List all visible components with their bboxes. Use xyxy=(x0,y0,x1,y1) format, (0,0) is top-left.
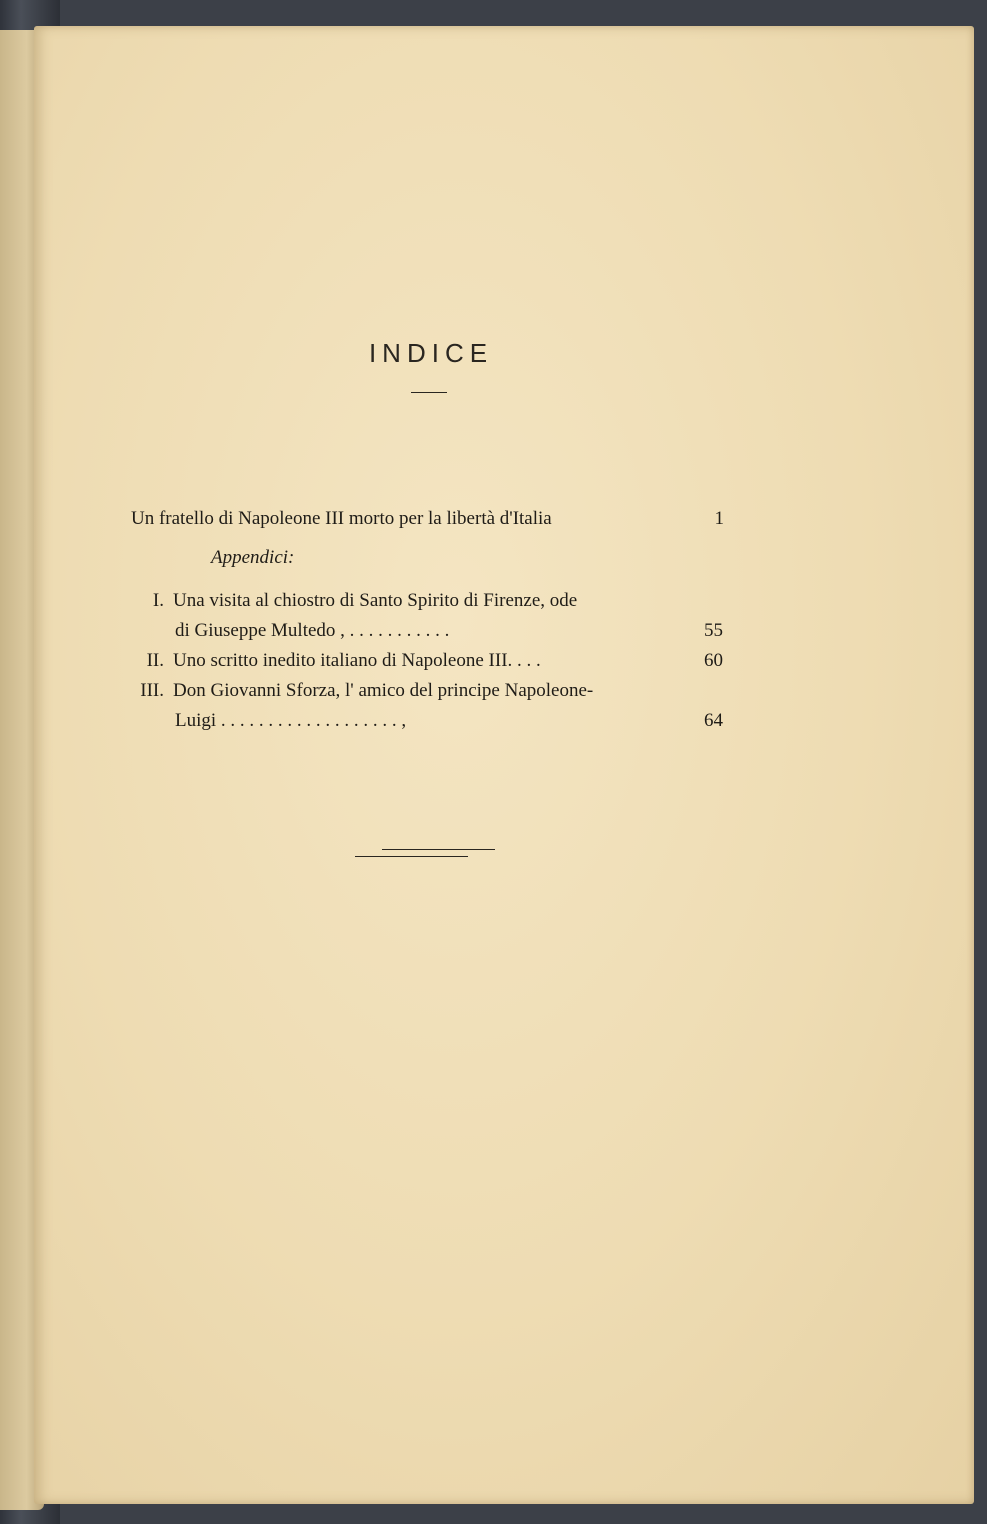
toc-entry-title: Uno scritto inedito italiano di Napoleone III. . . . xyxy=(173,650,541,671)
toc-page-number: 64 xyxy=(704,710,723,731)
toc-entry-number: I. xyxy=(152,590,164,611)
page-title: INDICE xyxy=(368,338,494,368)
toc-entry-title: Un fratello di Napoleone III morto per la libertà d'Italia xyxy=(131,508,552,529)
toc-page-number: 55 xyxy=(704,620,723,641)
toc-entry-title: Una visita al chiostro di Santo Spirito di Firenze, ode xyxy=(173,590,578,611)
toc-page-number: 1 xyxy=(714,508,724,529)
toc-entry-title: Don Giovanni Sforza, l' amico del principe Napoleone- xyxy=(173,680,594,701)
appendix-label-text: Appendici: xyxy=(211,547,295,568)
end-ornament-rule-bottom xyxy=(355,856,468,857)
toc-entry-number: II. xyxy=(146,650,164,671)
end-ornament-rule-top xyxy=(382,849,495,850)
toc-entry-title-cont: Luigi . . . . . . . . . . . . . . . . . . . , xyxy=(175,710,407,731)
toc-entry-number: III. xyxy=(140,680,164,701)
toc-page-number: 60 xyxy=(704,650,723,671)
toc-entry-title-cont: di Giuseppe Multedo , . . . . . . . . . . . xyxy=(175,620,450,641)
